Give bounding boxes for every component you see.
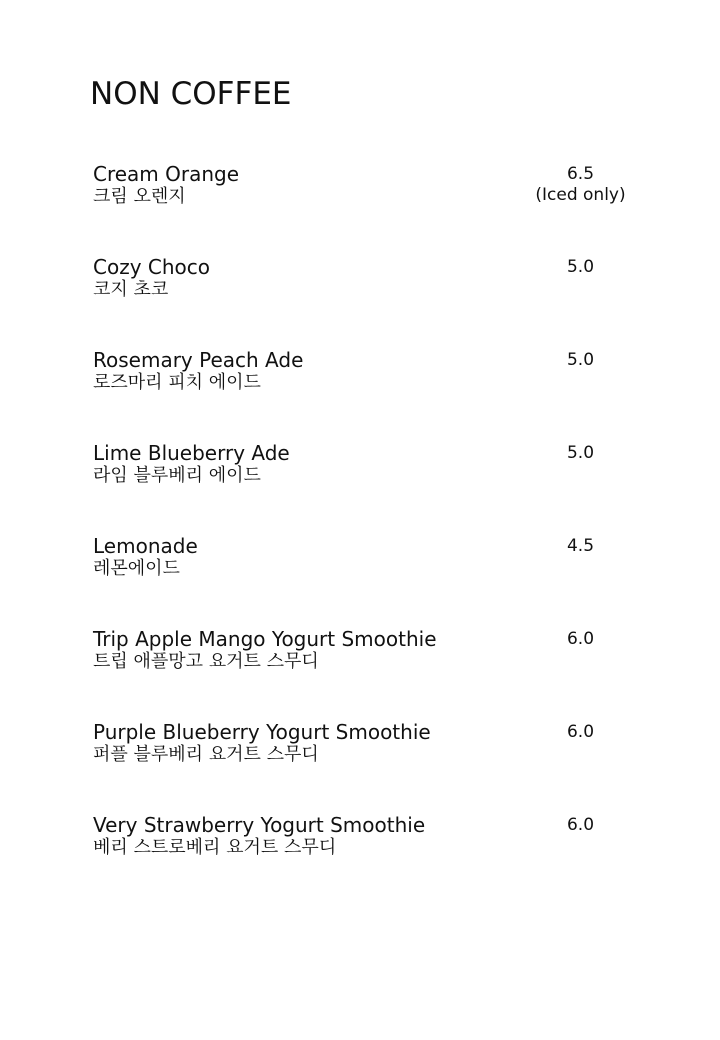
menu-item <box>93 160 653 220</box>
item-name-ko: 라임 블루베리 에이드 <box>93 465 261 486</box>
menu-item <box>93 439 653 499</box>
menu-item <box>93 718 653 778</box>
item-name-en: Lemonade <box>93 534 198 558</box>
item-price: 6.0 <box>566 815 595 835</box>
menu-item <box>93 811 653 871</box>
item-name-en: Lime Blueberry Ade <box>93 441 290 465</box>
item-name-en: Rosemary Peach Ade <box>93 348 304 372</box>
menu-title: NON COFFEE <box>90 76 292 112</box>
item-name-en: Cozy Choco <box>93 255 211 279</box>
menu-item <box>93 346 653 406</box>
item-name-en: Purple Blueberry Yogurt Smoothie <box>93 720 431 744</box>
item-name-ko: 로즈마리 피치 에이드 <box>93 372 261 393</box>
menu-item <box>93 625 653 685</box>
item-name-ko: 크림 오렌지 <box>93 186 186 207</box>
item-note: (Iced only) <box>535 185 626 205</box>
item-price: 5.0 <box>566 443 595 463</box>
item-price: 6.0 <box>566 722 595 742</box>
item-name-ko: 베리 스트로베리 요거트 스무디 <box>93 837 337 858</box>
item-price: 5.0 <box>566 257 595 277</box>
item-name-ko: 트립 애플망고 요거트 스무디 <box>93 651 319 672</box>
item-name-en: Trip Apple Mango Yogurt Smoothie <box>93 627 437 651</box>
item-price: 6.5 <box>566 164 595 184</box>
menu-item <box>93 532 653 592</box>
menu-item <box>93 253 653 313</box>
item-price: 6.0 <box>566 629 595 649</box>
item-name-ko: 레몬에이드 <box>93 558 180 579</box>
item-name-en: Cream Orange <box>93 162 240 186</box>
item-name-en: Very Strawberry Yogurt Smoothie <box>93 813 426 837</box>
item-name-ko: 퍼플 블루베리 요거트 스무디 <box>93 744 319 765</box>
item-name-ko: 코지 초코 <box>93 279 169 300</box>
item-price: 4.5 <box>566 536 595 556</box>
item-price: 5.0 <box>566 350 595 370</box>
